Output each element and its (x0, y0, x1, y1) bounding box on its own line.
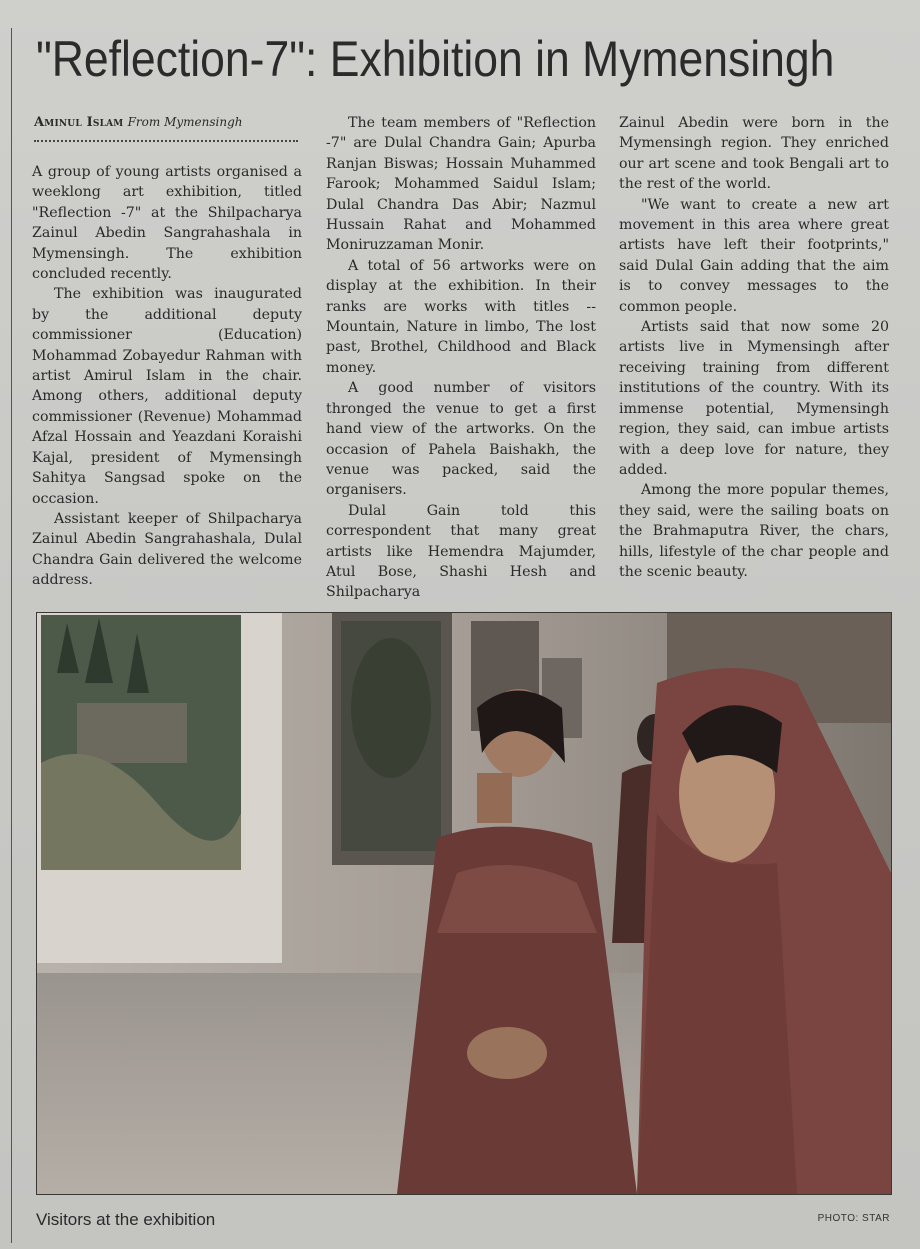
article-column-1 (32, 162, 302, 591)
paragraph: The exhibition was inaugurated by the additional deputy commissioner (Education) Mohammad Zobayedur Rahman with artist Amirul Islam in the chair. Among others, additional deputy commissioner (Revenue) Mohammad Afzal Hossain and Yeazdani Koraishi Kajal, president of Mymensingh Sahitya Sangsad spoke on the occasion. (32, 286, 302, 507)
byline-author: Aminul Islam (34, 115, 124, 130)
paragraph: Zainul Abedin were born in the Mymensingh region. They enriched our art scene and took Bengali art to the rest of the world. (619, 115, 889, 193)
byline (34, 115, 300, 130)
paragraph: A group of young artists organised a weeklong art exhibition, titled "Reflection -7" at the Shilpacharya Zainul Abedin Sangrahashala in Mymensingh. The exhibition concluded recently. (32, 164, 302, 283)
paragraph: The team members of "Reflection -7" are Dulal Chandra Gain; Apurba Ranjan Biswas; Hossain Muhammed Farook; Mohammed Saidul Islam; Dulal Chandra Das Abir; Nazmul Hussain Rahat and Mohammed Moniruzzaman Monir. (326, 115, 596, 254)
article-column-2 (326, 113, 596, 603)
paragraph: Assistant keeper of Shilpacharya Zainul Abedin Sangrahashala, Dulal Chandra Gain delivered the welcome address. (32, 510, 302, 589)
exhibition-photo (36, 612, 892, 1195)
byline-divider (34, 140, 298, 142)
paragraph: Dulal Gain told this correspondent that many great artists like Hemendra Majumder, Atul Bose, Shashi Hesh and Shilpacharya (326, 502, 596, 601)
byline-location: From Mymensingh (127, 115, 243, 129)
column-rule (11, 28, 12, 1243)
headline: "Reflection-7": Exhibition in Mymensingh (36, 31, 835, 87)
paragraph: "We want to create a new art movement in this area where great artists have left their footprints," said Dulal Gain adding that the aim is to convey messages to the common people. (619, 196, 889, 315)
photo-credit: PHOTO: STAR (817, 1213, 890, 1224)
paragraph: Artists said that now some 20 artists live in Mymensingh after receiving training from different institutions of the country. With its immense potential, Mymensingh region, they said, can imbue artists with a deep love for nature, they added. (619, 319, 889, 478)
paragraph: A good number of visitors thronged the venue to get a first hand view of the artworks. On the occasion of Pahela Baishakh, the venue was packed, said the organisers. (326, 380, 596, 499)
photo-caption: Visitors at the exhibition (36, 1210, 216, 1229)
paragraph: A total of 56 artworks were on display at the exhibition. In their ranks are works with titles -- Mountain, Nature in limbo, The lost past, Brothel, Childhood and Black money. (326, 257, 596, 376)
photo-illustration (37, 613, 891, 1194)
article-column-3 (619, 113, 889, 582)
paragraph: Among the more popular themes, they said, were the sailing boats on the Brahmaputra River, the chars, hills, lifestyle of the char people and the scenic beauty. (619, 482, 889, 580)
